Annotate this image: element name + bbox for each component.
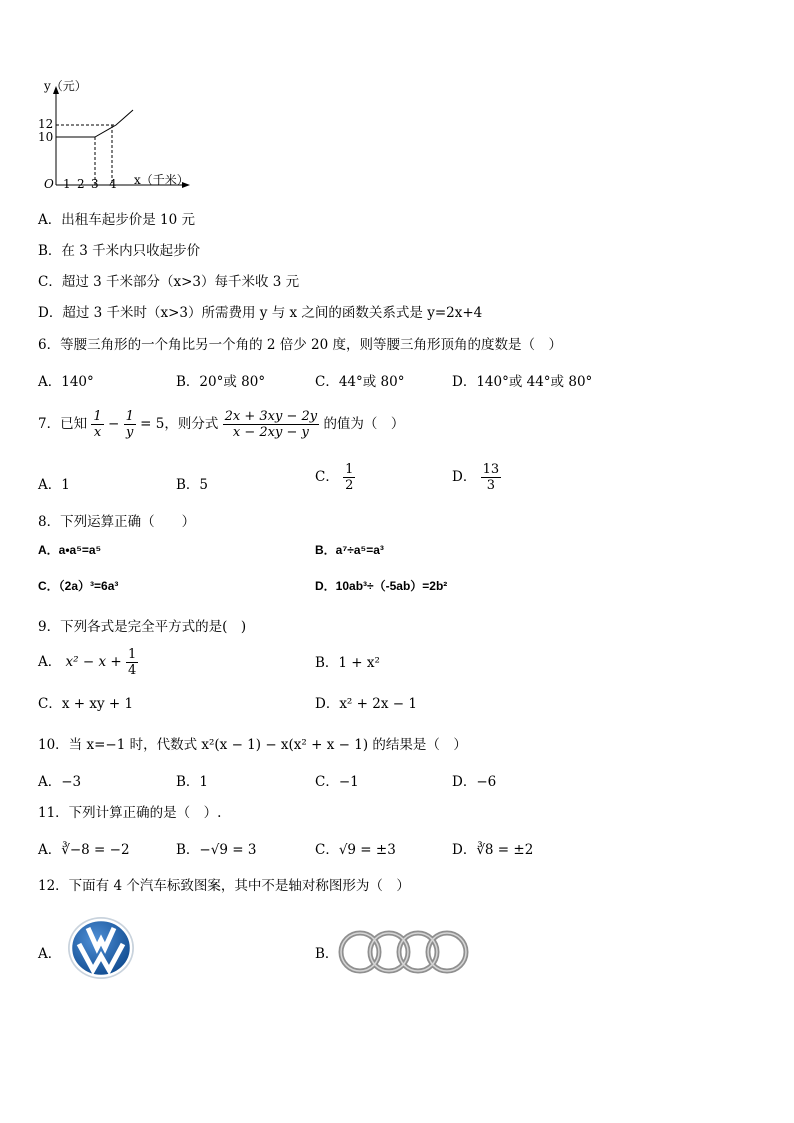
q7-option-a[interactable]: A．1: [38, 477, 70, 493]
q7-option-d-frac: $\frac{13}{3}$: [482, 462, 500, 493]
y-axis-label: y（元）: [44, 79, 87, 93]
q7-suffix: 的值为（ ）: [323, 416, 405, 432]
q5-option-d[interactable]: D．超过 3 千米时（x>3）所需费用 y 与 x 之间的函数关系式是 y=2x+4: [38, 305, 483, 321]
q10-option-b[interactable]: B．1: [176, 774, 209, 790]
q10-option-a[interactable]: A．−3: [38, 774, 82, 790]
q6-stem: 6．等腰三角形的一个角比另一个角的 2 倍少 20 度，则等腰三角形顶角的度数是（ ）: [38, 337, 563, 353]
audi-rings-icon[interactable]: [336, 928, 472, 976]
q6-option-c[interactable]: C．44°或 80°: [315, 374, 405, 390]
q9-option-a-frac: $\frac{1}{4}$: [127, 647, 137, 678]
q5-option-a[interactable]: A．出租车起步价是 10 元: [38, 212, 196, 228]
q8-option-b[interactable]: B．a⁷÷a⁵=a³: [315, 543, 384, 557]
q9-option-a[interactable]: A． x² − x + $\frac{1}{4}$: [38, 647, 137, 678]
q10-option-c[interactable]: C．−1: [315, 774, 359, 790]
x-tick-2: 2: [77, 177, 85, 191]
origin-label: O: [44, 177, 54, 191]
q7-option-d[interactable]: D． $\frac{13}{3}$: [452, 462, 500, 493]
q11-option-a[interactable]: A．∛−8 = −2: [38, 842, 130, 858]
q7-frac-1x: $\frac{1}{x}$: [93, 409, 102, 440]
q9-option-d[interactable]: D．x² + 2x − 1: [315, 696, 417, 712]
y-tick-10: 10: [38, 130, 54, 144]
q9-option-b[interactable]: B．1 + x²: [315, 655, 380, 671]
q9-stem: 9．下列各式是完全平方式的是( ): [38, 619, 247, 635]
q5-option-b[interactable]: B．在 3 千米内只收起步价: [38, 243, 201, 259]
q6-option-a[interactable]: A．140°: [38, 374, 94, 390]
y-tick-12: 12: [38, 117, 54, 131]
q10-stem: 10．当 x=−1 时，代数式 x²(x − 1) − x(x² + x − 1) 的结果是（ ）: [38, 737, 467, 753]
q12-option-b-label[interactable]: B．: [315, 946, 339, 962]
q5-option-c[interactable]: C．超过 3 千米部分（x>3）每千米收 3 元: [38, 274, 300, 290]
q9-option-c[interactable]: C．x + xy + 1: [38, 696, 134, 712]
q10-option-d[interactable]: D．−6: [452, 774, 497, 790]
q6-option-b[interactable]: B．20°或 80°: [176, 374, 266, 390]
q8-option-d[interactable]: D．10ab³÷（-5ab）=2b²: [315, 579, 448, 593]
x-tick-4: 4: [109, 177, 117, 191]
vw-logo-icon[interactable]: [66, 916, 136, 980]
q7-option-c[interactable]: C． $\frac{1}{2}$: [315, 462, 354, 493]
q12-option-a-label[interactable]: A．: [38, 946, 62, 962]
q7-frac-1y: $\frac{1}{y}$: [125, 409, 134, 440]
q8-option-a[interactable]: A．a•a⁵=a⁵: [38, 543, 102, 557]
q11-option-c[interactable]: C．√9 = ±3: [315, 842, 396, 858]
x-axis-label: x（千米）: [134, 173, 189, 187]
q11-option-d[interactable]: D．∛8 = ±2: [452, 842, 534, 858]
q11-option-b[interactable]: B．−√9 = 3: [176, 842, 257, 858]
q11-stem: 11．下列计算正确的是（ ）.: [38, 805, 222, 821]
x-tick-3: 3: [91, 177, 99, 191]
fare-line: [56, 110, 133, 137]
q7-prefix: 7．已知: [38, 416, 88, 432]
q7-cond-tail: = 5，则分式: [140, 416, 219, 432]
q7-option-b[interactable]: B．5: [176, 477, 209, 493]
q7-main-fraction: $\frac{2x + 3xy - 2y}{x - 2xy - y}$: [224, 409, 318, 440]
q7-option-c-frac: $\frac{1}{2}$: [345, 462, 354, 493]
q7-stem: 7．已知 $\frac{1}{x}$ − $\frac{1}{y}$ = 5，则分式 $\frac{2x + 3xy - 2y}{x - 2xy - y}$ 的值为（ ）: [38, 409, 405, 440]
q12-stem: 12．下面有 4 个汽车标致图案，其中不是轴对称图形为（ ）: [38, 878, 410, 894]
q8-option-c[interactable]: C．（2a）³=6a³: [38, 579, 119, 593]
q6-option-d[interactable]: D．140°或 44°或 80°: [452, 374, 593, 390]
q8-stem: 8．下列运算正确（ ）: [38, 514, 196, 530]
x-tick-1: 1: [63, 177, 71, 191]
fare-graph: [38, 78, 198, 196]
